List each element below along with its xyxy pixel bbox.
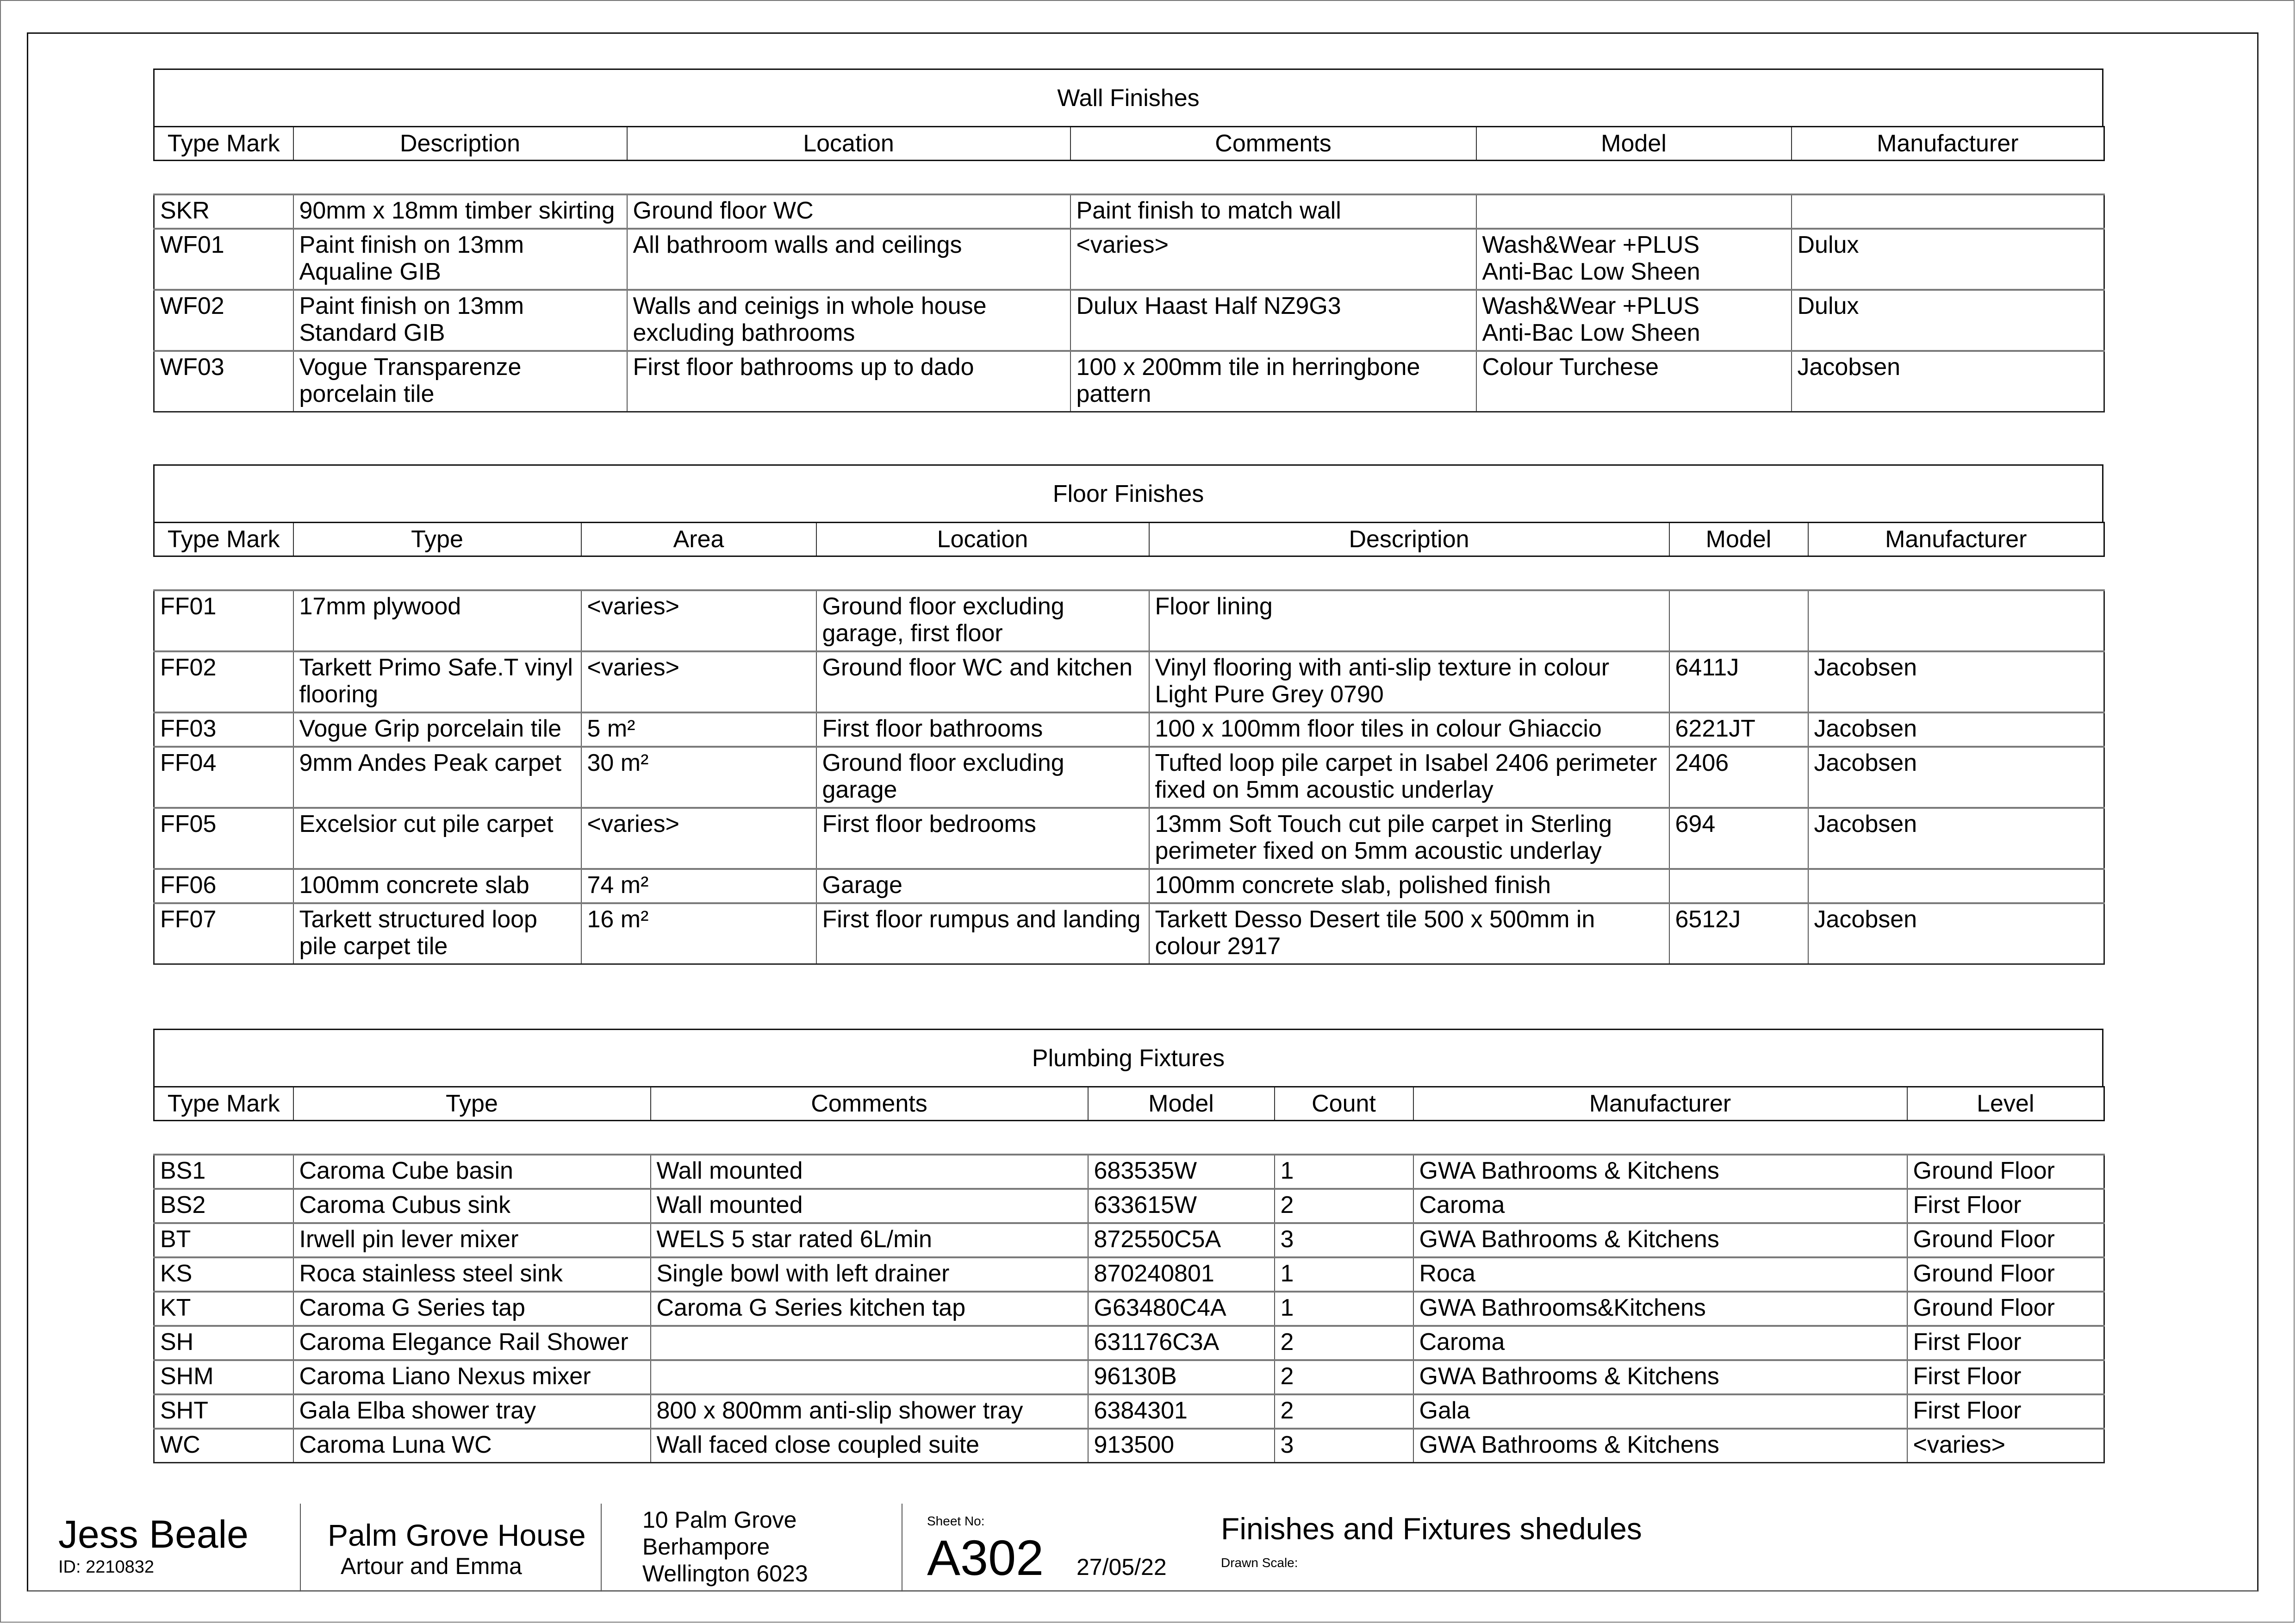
table-cell: Tarkett Primo Safe.T vinyl flooring [293,651,581,712]
table-cell: SHT [154,1394,293,1429]
table-cell: KS [154,1257,293,1292]
table-cell: <varies> [1070,229,1476,290]
author-id: ID: 2210832 [58,1557,155,1577]
table-cell: Ground Floor [1907,1257,2104,1292]
table-cell: Ground floor WC and kitchen [816,651,1149,712]
schedule-title: Plumbing Fixtures [153,1029,2103,1086]
table-cell: 13mm Soft Touch cut pile carpet in Sterling perimeter fixed on 5mm acoustic underlay [1149,808,1669,869]
table-cell: 872550C5A [1088,1223,1275,1257]
floor-finishes-schedule [153,464,2103,965]
table-cell: Caroma [1413,1189,1907,1223]
table-cell: GWA Bathrooms & Kitchens [1413,1360,1907,1394]
table-cell: Caroma Cubus sink [293,1189,651,1223]
table-cell: WF01 [154,229,293,290]
table-cell: Floor lining [1149,590,1669,651]
column-header: Model [1476,127,1792,161]
table-cell: Jacobsen [1808,651,2104,712]
table-cell: Caroma Luna WC [293,1429,651,1463]
table-cell: 30 m² [581,747,816,808]
table-cell: Colour Turchese [1476,351,1792,412]
table-cell: FF04 [154,747,293,808]
table-cell: KT [154,1292,293,1326]
table-cell: Ground Floor [1907,1155,2104,1189]
table-cell [1808,869,2104,903]
table-cell: Vogue Grip porcelain tile [293,712,581,747]
table-cell [1792,194,2104,229]
column-header: Model [1088,1087,1275,1121]
table-cell: SKR [154,194,293,229]
column-header: Type Mark [154,523,293,556]
table-cell: 16 m² [581,903,816,964]
table-cell: 9mm Andes Peak carpet [293,747,581,808]
column-header: Manufacturer [1413,1087,1907,1121]
table-cell [1808,590,2104,651]
table-row [154,747,2104,808]
table-cell: 6512J [1669,903,1808,964]
table-cell: 631176C3A [1088,1326,1275,1360]
column-header: Description [1149,523,1669,556]
table-cell [1476,194,1792,229]
table-cell: Jacobsen [1792,351,2104,412]
table-cell: Ground floor WC [627,194,1070,229]
column-header: Type Mark [154,127,293,161]
table-row [154,229,2104,290]
schedule-title: Floor Finishes [153,464,2103,522]
column-header: Comments [651,1087,1088,1121]
table-cell: FF01 [154,590,293,651]
table-cell: Wall faced close coupled suite [651,1429,1088,1463]
sheet-no-label: Sheet No: [927,1514,985,1528]
title-block-divider [300,1504,301,1592]
column-header: Type [293,1087,651,1121]
table-cell: Dulux [1792,229,2104,290]
table-cell: First floor bathrooms [816,712,1149,747]
table-cell: Caroma Cube basin [293,1155,651,1189]
table-row [154,1257,2104,1292]
table-cell: 74 m² [581,869,816,903]
table-cell: WF02 [154,290,293,351]
schedule-header [153,1086,2105,1121]
table-row [154,1360,2104,1394]
table-row [154,290,2104,351]
column-header: Location [816,523,1149,556]
table-row [154,1394,2104,1429]
table-cell: 2 [1275,1326,1413,1360]
table-cell: 6384301 [1088,1394,1275,1429]
table-cell: Tarkett structured loop pile carpet tile [293,903,581,964]
table-cell: Wash&Wear +PLUS Anti-Bac Low Sheen [1476,290,1792,351]
table-cell: 2406 [1669,747,1808,808]
table-row [154,1429,2104,1463]
schedule-body [153,589,2105,965]
table-cell: G63480C4A [1088,1292,1275,1326]
table-cell: 694 [1669,808,1808,869]
table-cell: 2 [1275,1189,1413,1223]
table-cell: Paint finish on 13mm Aqualine GIB [293,229,627,290]
sheet-number: A302 [927,1530,1044,1586]
column-header: Area [581,523,816,556]
table-row [154,869,2104,903]
project-address [642,1506,808,1587]
table-cell: Caroma Elegance Rail Shower [293,1326,651,1360]
table-cell: SHM [154,1360,293,1394]
wall-finishes-schedule [153,69,2103,412]
schedule-title: Wall Finishes [153,69,2103,126]
table-row [154,194,2104,229]
table-cell: Tarkett Desso Desert tile 500 x 500mm in colour 2917 [1149,903,1669,964]
table-row [154,903,2104,964]
table-cell: 100 x 200mm tile in herringbone pattern [1070,351,1476,412]
table-cell: 3 [1275,1429,1413,1463]
table-cell: 90mm x 18mm timber skirting [293,194,627,229]
table-cell: FF02 [154,651,293,712]
sheet-date: 27/05/22 [1076,1554,1167,1580]
table-cell: <varies> [581,590,816,651]
table-cell: <varies> [581,808,816,869]
table-cell [1669,869,1808,903]
table-cell: GWA Bathrooms & Kitchens [1413,1155,1907,1189]
table-cell: Jacobsen [1808,747,2104,808]
table-row [154,1155,2104,1189]
table-cell [1669,590,1808,651]
table-row [154,1326,2104,1360]
table-cell: 683535W [1088,1155,1275,1189]
table-cell: Dulux [1792,290,2104,351]
table-cell: BS2 [154,1189,293,1223]
table-cell: Roca stainless steel sink [293,1257,651,1292]
table-cell: 870240801 [1088,1257,1275,1292]
column-header: Type Mark [154,1087,293,1121]
table-cell: GWA Bathrooms & Kitchens [1413,1429,1907,1463]
client-name: Artour and Emma [341,1553,522,1579]
table-cell: Jacobsen [1808,903,2104,964]
table-cell: First floor bathrooms up to dado [627,351,1070,412]
table-cell: FF05 [154,808,293,869]
schedule-body [153,194,2105,412]
table-cell: First floor rumpus and landing [816,903,1149,964]
table-cell: WC [154,1429,293,1463]
table-row [154,1189,2104,1223]
table-cell: 1 [1275,1292,1413,1326]
table-cell: <varies> [581,651,816,712]
schedule-header [153,522,2105,557]
table-cell: First Floor [1907,1189,2104,1223]
drawn-scale-label: Drawn Scale: [1221,1555,1298,1570]
column-header: Description [293,127,627,161]
column-header: Count [1275,1087,1413,1121]
table-cell: BT [154,1223,293,1257]
table-cell: <varies> [1907,1429,2104,1463]
table-cell: Caroma G Series kitchen tap [651,1292,1088,1326]
table-cell: Single bowl with left drainer [651,1257,1088,1292]
schedule-header [153,126,2105,161]
table-row [154,651,2104,712]
table-cell: GWA Bathrooms & Kitchens [1413,1223,1907,1257]
title-block-divider [601,1504,602,1592]
table-cell [651,1326,1088,1360]
table-cell: Irwell pin lever mixer [293,1223,651,1257]
column-header: Model [1669,523,1808,556]
table-cell: FF06 [154,869,293,903]
column-header: Manufacturer [1792,127,2104,161]
table-row [154,590,2104,651]
address-line: Berhampore [642,1534,770,1560]
project-name: Palm Grove House [328,1518,586,1552]
table-cell: FF07 [154,903,293,964]
table-cell: Ground floor excluding garage, first floor [816,590,1149,651]
table-cell: 913500 [1088,1429,1275,1463]
table-cell: Garage [816,869,1149,903]
column-header: Level [1907,1087,2104,1121]
table-row [154,1223,2104,1257]
table-cell: Tufted loop pile carpet in Isabel 2406 perimeter fixed on 5mm acoustic underlay [1149,747,1669,808]
table-cell: 96130B [1088,1360,1275,1394]
table-cell: 5 m² [581,712,816,747]
address-line: Wellington 6023 [642,1561,808,1587]
table-cell: BS1 [154,1155,293,1189]
table-cell: First floor bedrooms [816,808,1149,869]
table-cell: 6411J [1669,651,1808,712]
plumbing-fixtures-schedule [153,1029,2103,1463]
table-cell: Vinyl flooring with anti-slip texture in colour Light Pure Grey 0790 [1149,651,1669,712]
table-cell: Ground floor excluding garage [816,747,1149,808]
table-row [154,1292,2104,1326]
table-cell: Vogue Transparenze porcelain tile [293,351,627,412]
sheet-title: Finishes and Fixtures shedules [1221,1512,1642,1546]
table-cell: Dulux Haast Half NZ9G3 [1070,290,1476,351]
table-cell: First Floor [1907,1326,2104,1360]
table-cell: Wall mounted [651,1155,1088,1189]
table-cell: 100 x 100mm floor tiles in colour Ghiaccio [1149,712,1669,747]
table-cell: 100mm concrete slab [293,869,581,903]
table-cell: GWA Bathrooms&Kitchens [1413,1292,1907,1326]
table-cell: Caroma [1413,1326,1907,1360]
address-line: 10 Palm Grove [642,1507,797,1533]
table-cell: Jacobsen [1808,808,2104,869]
table-cell [651,1360,1088,1394]
table-cell: WF03 [154,351,293,412]
schedule-body [153,1154,2105,1463]
table-cell: 2 [1275,1394,1413,1429]
table-cell: Caroma Liano Nexus mixer [293,1360,651,1394]
table-cell: Wall mounted [651,1189,1088,1223]
table-cell: 800 x 800mm anti-slip shower tray [651,1394,1088,1429]
table-cell: Walls and ceinigs in whole house excluding bathrooms [627,290,1070,351]
table-cell: 1 [1275,1257,1413,1292]
table-cell: 1 [1275,1155,1413,1189]
table-cell: 17mm plywood [293,590,581,651]
table-cell: Gala [1413,1394,1907,1429]
table-cell: WELS 5 star rated 6L/min [651,1223,1088,1257]
table-cell: Caroma G Series tap [293,1292,651,1326]
column-header: Comments [1070,127,1476,161]
table-cell: Paint finish to match wall [1070,194,1476,229]
table-cell: 633615W [1088,1189,1275,1223]
column-header: Type [293,523,581,556]
table-row [154,351,2104,412]
table-cell: First Floor [1907,1360,2104,1394]
author-name: Jess Beale [58,1512,249,1556]
table-cell: Paint finish on 13mm Standard GIB [293,290,627,351]
table-row [154,712,2104,747]
table-cell: Jacobsen [1808,712,2104,747]
table-cell: SH [154,1326,293,1360]
table-cell: Excelsior cut pile carpet [293,808,581,869]
column-header: Manufacturer [1808,523,2104,556]
table-cell: FF03 [154,712,293,747]
table-cell: Wash&Wear +PLUS Anti-Bac Low Sheen [1476,229,1792,290]
table-cell: Roca [1413,1257,1907,1292]
title-block [27,1504,2259,1592]
table-cell: Ground Floor [1907,1292,2104,1326]
table-cell: First Floor [1907,1394,2104,1429]
table-row [154,808,2104,869]
table-cell: All bathroom walls and ceilings [627,229,1070,290]
table-cell: 100mm concrete slab, polished finish [1149,869,1669,903]
table-cell: 6221JT [1669,712,1808,747]
table-cell: 2 [1275,1360,1413,1394]
column-header: Location [627,127,1070,161]
table-cell: 3 [1275,1223,1413,1257]
table-cell: Gala Elba shower tray [293,1394,651,1429]
table-cell: Ground Floor [1907,1223,2104,1257]
